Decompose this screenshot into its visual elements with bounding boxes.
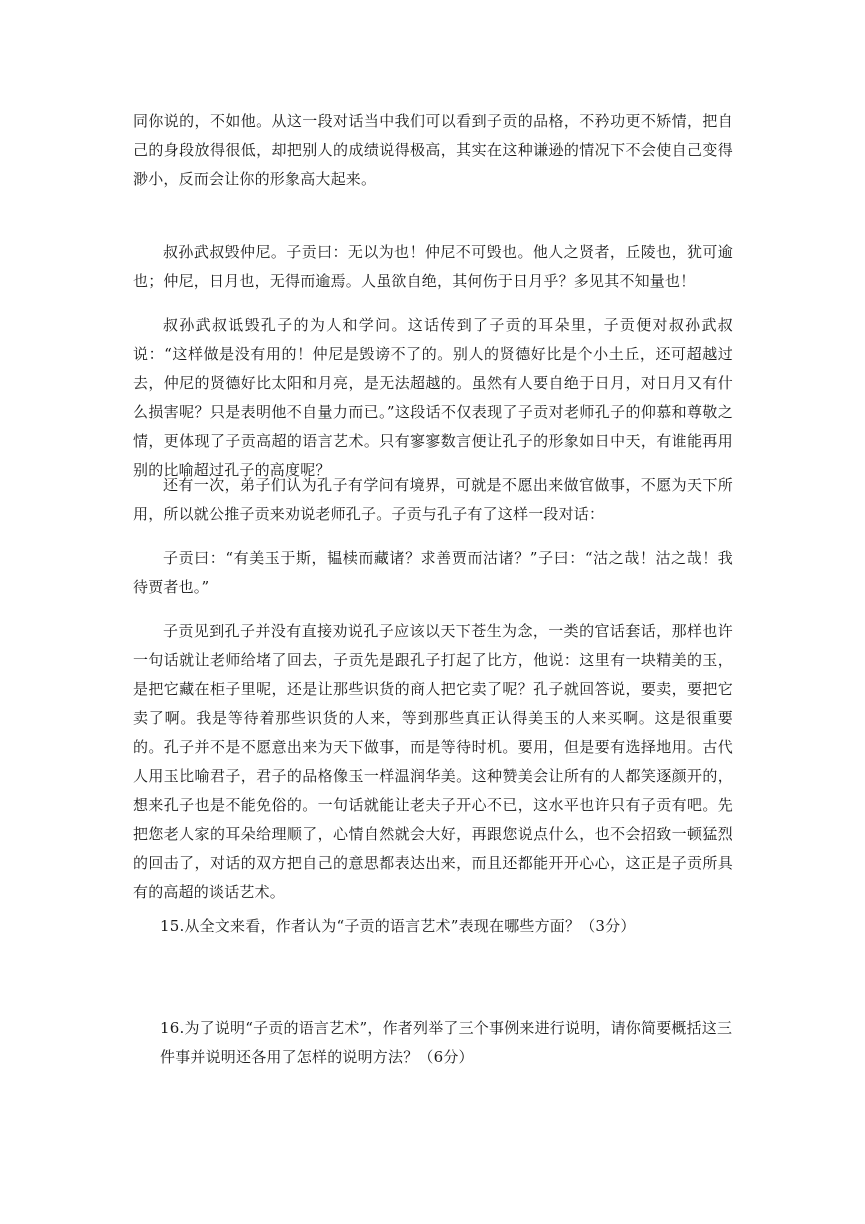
paragraph-classical-quote: 叔孙武叔毁仲尼。子贡曰：无以为也！仲尼不可毁也。他人之贤者，丘陵也，犹可逾也；仲尼，日月也，无得而逾焉。人虽欲自绝，其何伤于日月乎？多见其不知量也！	[133, 243, 733, 290]
paragraph-analysis: 子贡见到孔子并没有直接劝说孔子应该以天下苍生为念，一类的官话套话，那样也许一句话就让老师给堵了回去，子贡先是跟孔子打起了比方，他说：这里有一块精美的玉，是把它藏在柜子里呢，还是让那些识货的商人把它卖了呢？孔子就回答说，要卖，要把它卖了啊。我是等待着那些识货的人来，等到那些真正认得美玉的人来买啊。这是很重要的。孔子并不是不愿意出来为天下做事，而是等待时机。要用，但是要有选择地用。古代人用玉比喻君子，君子的品格像玉一样温润华美。这种赞美会让所有的人都笑逐颜开的，想来孔子也是不能免俗的。一句话就能让老夫子开心不已，这水平也许只有子贡有吧。先把您老人家的耳朵给理顺了，心情自然就会大好，再跟您说点什么，也不会招致一顿猛烈的回击了，对话的双方把自己的意思都表达出来，而且还都能开开心心，这正是子贡所具有的高超的谈话艺术。	[133, 622, 733, 901]
paragraph-explanation: 叔孙武叔诋毁孔子的为人和学问。这话传到了子贡的耳朵里，子贡便对叔孙武叔说：“这样做是没有用的！仲尼是毁谤不了的。别人的贤德好比是个小土丘，还可超越过去，仲尼的贤德好比太阳和月亮，是无法超越的。虽然有人要自绝于日月，对日月又有什么损害呢？只是表明他不自量力而已。”这段话不仅表现了子贡对老师孔子的仰慕和尊敬之情，更体现了子贡高超的语言艺术。只有寥寥数言便让孔子的形象如日中天，有谁能再用别的比喻超过孔子的高度呢？	[133, 316, 733, 479]
paragraph-dialogue: 子贡曰：“有美玉于斯，韫椟而藏诸？求善贾而沽诸？”子曰：“沽之哉！沽之哉！我待贾者也。”	[133, 549, 733, 596]
question-15: 15.从全文来看，作者认为“子贡的语言艺术”表现在哪些方面？（3分）	[160, 917, 636, 935]
paragraph-another-time: 还有一次，弟子们认为孔子有学问有境界，可就是不愿出来做官做事，不愿为天下所用，所以就公推子贡来劝说老师孔子。子贡与孔子有了这样一段对话：	[133, 476, 733, 523]
paragraph-intro: 同你说的，不如他。从这一段对话当中我们可以看到子贡的品格，不矜功更不矫情，把自己的身段放得很低，却把别人的成绩说得极高，其实在这种谦逊的情况下不会使自己变得渺小，反而会让你的形象高大起来。	[133, 112, 733, 188]
question-16: 16.为了说明“子贡的语言艺术”，作者列举了三个事例来进行说明，请你简要概括这三件事并说明还各用了怎样的说明方法？（6分）	[160, 1019, 733, 1066]
